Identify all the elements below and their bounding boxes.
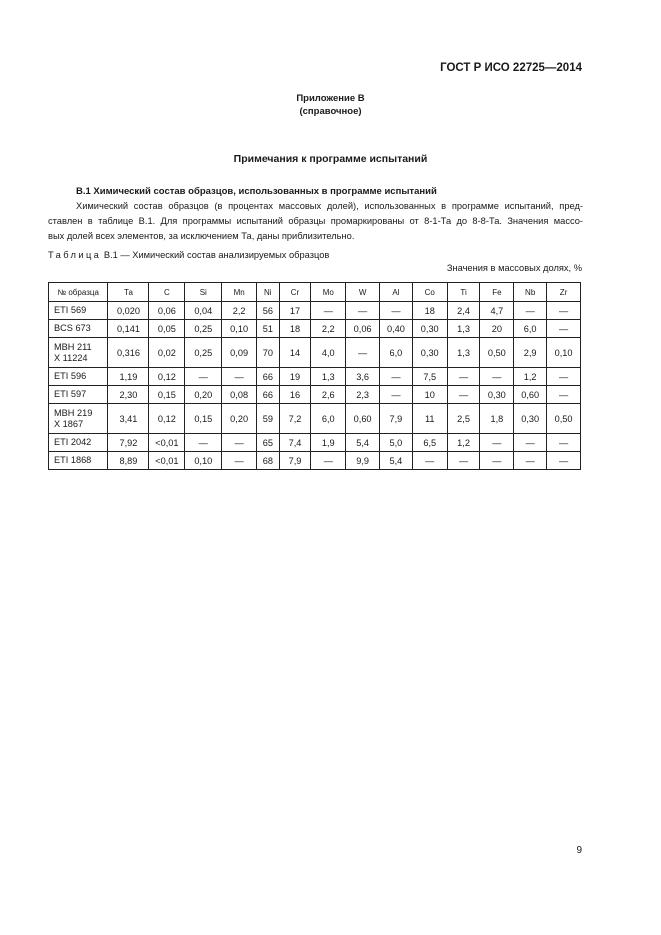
- value-cell: 11: [412, 404, 447, 434]
- value-cell: —: [447, 386, 480, 404]
- table-caption: [48, 250, 329, 260]
- value-cell: 0,05: [149, 320, 185, 338]
- table-row: [49, 386, 581, 404]
- value-cell: 2,30: [108, 386, 149, 404]
- value-cell: —: [547, 434, 581, 452]
- value-cell: 4,7: [480, 302, 514, 320]
- value-cell: 0,09: [222, 338, 257, 368]
- value-cell: —: [547, 320, 581, 338]
- column-header: Mn: [222, 283, 257, 302]
- value-cell: 0,15: [149, 386, 185, 404]
- value-cell: 0,30: [514, 404, 547, 434]
- document-code: ГОСТ Р ИСО 22725—2014: [440, 62, 582, 74]
- value-cell: 19: [279, 368, 311, 386]
- value-cell: —: [346, 338, 380, 368]
- table-caption-text: В.1 — Химический состав анализируемых образцов: [101, 250, 330, 260]
- value-cell: 66: [257, 386, 280, 404]
- value-cell: 1,19: [108, 368, 149, 386]
- value-cell: 7,4: [279, 434, 311, 452]
- column-header: Co: [412, 283, 447, 302]
- value-cell: 0,60: [346, 404, 380, 434]
- value-cell: —: [547, 386, 581, 404]
- sample-id-line: ETI 2042: [54, 437, 92, 447]
- value-cell: <0,01: [149, 434, 185, 452]
- column-header: Fe: [480, 283, 514, 302]
- value-cell: —: [547, 302, 581, 320]
- sample-id-cell: [49, 386, 108, 404]
- value-cell: 0,60: [514, 386, 547, 404]
- value-cell: —: [380, 386, 413, 404]
- value-cell: 0,10: [547, 338, 581, 368]
- value-cell: —: [185, 368, 222, 386]
- sample-id-line: BCS 673: [54, 323, 91, 333]
- value-cell: 6,0: [380, 338, 413, 368]
- table-caption-word: Таблица: [48, 250, 102, 260]
- value-cell: 7,9: [380, 404, 413, 434]
- value-cell: 18: [412, 302, 447, 320]
- value-cell: 0,40: [380, 320, 413, 338]
- value-cell: —: [447, 368, 480, 386]
- value-cell: 66: [257, 368, 280, 386]
- value-cell: 7,2: [279, 404, 311, 434]
- value-cell: 70: [257, 338, 280, 368]
- value-cell: 17: [279, 302, 311, 320]
- sample-id-cell: [49, 434, 108, 452]
- column-header: W: [346, 283, 380, 302]
- column-header: Nb: [514, 283, 547, 302]
- sample-id-cell: [49, 320, 108, 338]
- value-cell: —: [185, 434, 222, 452]
- appendix-title: Приложение В: [296, 93, 365, 104]
- value-cell: —: [480, 452, 514, 470]
- value-cell: —: [480, 434, 514, 452]
- sample-id-cell: [49, 302, 108, 320]
- value-cell: —: [547, 452, 581, 470]
- composition-table: [48, 282, 581, 470]
- value-cell: —: [480, 368, 514, 386]
- value-cell: 0,30: [412, 338, 447, 368]
- value-cell: 0,25: [185, 320, 222, 338]
- paragraph-line: вых долей всех элементов, за исключением Та, даны приблизительно.: [48, 231, 355, 241]
- value-cell: 5,4: [346, 434, 380, 452]
- table-row: [49, 368, 581, 386]
- value-cell: 5,4: [380, 452, 413, 470]
- column-header: Ti: [447, 283, 480, 302]
- column-header: Al: [380, 283, 413, 302]
- value-cell: 0,30: [412, 320, 447, 338]
- sample-id-cell: [49, 404, 108, 434]
- sample-id-line: MBH 211: [54, 341, 92, 352]
- appendix-heading: [0, 92, 661, 118]
- table-row: [49, 434, 581, 452]
- value-cell: 0,12: [149, 404, 185, 434]
- value-cell: 7,9: [279, 452, 311, 470]
- value-cell: 0,20: [222, 404, 257, 434]
- value-cell: —: [311, 302, 346, 320]
- value-cell: 0,020: [108, 302, 149, 320]
- value-cell: 0,316: [108, 338, 149, 368]
- value-cell: 2,2: [311, 320, 346, 338]
- sample-id-line: X 11224: [54, 352, 88, 363]
- value-cell: —: [514, 452, 547, 470]
- sample-id-line: ETI 596: [54, 371, 87, 381]
- value-cell: 2,2: [222, 302, 257, 320]
- value-cell: 0,141: [108, 320, 149, 338]
- value-cell: 6,0: [514, 320, 547, 338]
- value-cell: 3,41: [108, 404, 149, 434]
- value-cell: 0,50: [480, 338, 514, 368]
- table-row: [49, 338, 581, 368]
- table-row: [49, 404, 581, 434]
- value-cell: 0,06: [346, 320, 380, 338]
- value-cell: 0,20: [185, 386, 222, 404]
- value-cell: 0,02: [149, 338, 185, 368]
- value-cell: 4,0: [311, 338, 346, 368]
- value-cell: 2,6: [311, 386, 346, 404]
- value-cell: 1,3: [447, 338, 480, 368]
- value-cell: 1,2: [514, 368, 547, 386]
- table-header-row: [49, 283, 581, 302]
- value-cell: 0,08: [222, 386, 257, 404]
- appendix-subtitle: (справочное): [299, 106, 362, 117]
- value-cell: 59: [257, 404, 280, 434]
- value-cell: —: [412, 452, 447, 470]
- sample-id-line: ETI 1868: [54, 455, 92, 465]
- value-cell: —: [380, 368, 413, 386]
- value-cell: 65: [257, 434, 280, 452]
- value-cell: 2,4: [447, 302, 480, 320]
- column-header: Cr: [279, 283, 311, 302]
- page-number: 9: [576, 845, 582, 856]
- value-cell: —: [514, 302, 547, 320]
- value-cell: 0,06: [149, 302, 185, 320]
- table-row: [49, 320, 581, 338]
- value-cell: 5,0: [380, 434, 413, 452]
- value-cell: 2,3: [346, 386, 380, 404]
- sample-id-line: MBH 219: [54, 407, 93, 418]
- column-header: Та: [108, 283, 149, 302]
- value-cell: 51: [257, 320, 280, 338]
- sample-id-cell: [49, 452, 108, 470]
- section-heading: В.1 Химический состав образцов, использованных в программе испытаний: [76, 186, 437, 197]
- value-cell: 7,92: [108, 434, 149, 452]
- main-title: Примечания к программе испытаний: [233, 153, 428, 165]
- value-cell: —: [222, 452, 257, 470]
- value-cell: 1,9: [311, 434, 346, 452]
- value-cell: —: [222, 434, 257, 452]
- sample-id-line: X 1867: [54, 418, 84, 429]
- column-header: С: [149, 283, 185, 302]
- sample-id-cell: [49, 338, 108, 368]
- value-cell: 10: [412, 386, 447, 404]
- value-cell: —: [222, 368, 257, 386]
- value-cell: 3,6: [346, 368, 380, 386]
- value-cell: 0,25: [185, 338, 222, 368]
- column-header: № образца: [49, 283, 108, 302]
- paragraph-line: Химический состав образцов (в процентах массовых долей), использованных в программе испытаний, пред-: [76, 201, 583, 211]
- value-cell: —: [547, 368, 581, 386]
- value-cell: 0,12: [149, 368, 185, 386]
- value-cell: 2,5: [447, 404, 480, 434]
- value-cell: —: [311, 452, 346, 470]
- value-cell: —: [380, 302, 413, 320]
- value-cell: 16: [279, 386, 311, 404]
- value-cell: 2,9: [514, 338, 547, 368]
- table-row: [49, 302, 581, 320]
- value-cell: 1,3: [447, 320, 480, 338]
- value-cell: 6,5: [412, 434, 447, 452]
- value-cell: <0,01: [149, 452, 185, 470]
- value-cell: 6,0: [311, 404, 346, 434]
- paragraph-line: ставлен в таблице В.1. Для программы испытаний образцы промаркированы от 8-1-Та до 8-8-Та. Значения массо-: [48, 216, 583, 226]
- value-cell: —: [514, 434, 547, 452]
- table-units-note: Значения в массовых долях, %: [446, 263, 582, 273]
- value-cell: 0,50: [547, 404, 581, 434]
- value-cell: 18: [279, 320, 311, 338]
- column-header: Ni: [257, 283, 280, 302]
- table-row: [49, 452, 581, 470]
- value-cell: 8,89: [108, 452, 149, 470]
- value-cell: 56: [257, 302, 280, 320]
- value-cell: —: [447, 452, 480, 470]
- value-cell: 0,10: [185, 452, 222, 470]
- value-cell: 20: [480, 320, 514, 338]
- value-cell: 14: [279, 338, 311, 368]
- value-cell: 0,10: [222, 320, 257, 338]
- section-paragraph: [48, 199, 583, 244]
- value-cell: 0,04: [185, 302, 222, 320]
- value-cell: 7,5: [412, 368, 447, 386]
- value-cell: 1,8: [480, 404, 514, 434]
- value-cell: 9,9: [346, 452, 380, 470]
- value-cell: 0,30: [480, 386, 514, 404]
- sample-id-line: ETI 569: [54, 305, 87, 315]
- value-cell: 1,3: [311, 368, 346, 386]
- value-cell: 0,15: [185, 404, 222, 434]
- sample-id-line: ETI 597: [54, 389, 87, 399]
- value-cell: 1,2: [447, 434, 480, 452]
- column-header: Si: [185, 283, 222, 302]
- value-cell: —: [346, 302, 380, 320]
- column-header: Zr: [547, 283, 581, 302]
- column-header: Mo: [311, 283, 346, 302]
- sample-id-cell: [49, 368, 108, 386]
- value-cell: 68: [257, 452, 280, 470]
